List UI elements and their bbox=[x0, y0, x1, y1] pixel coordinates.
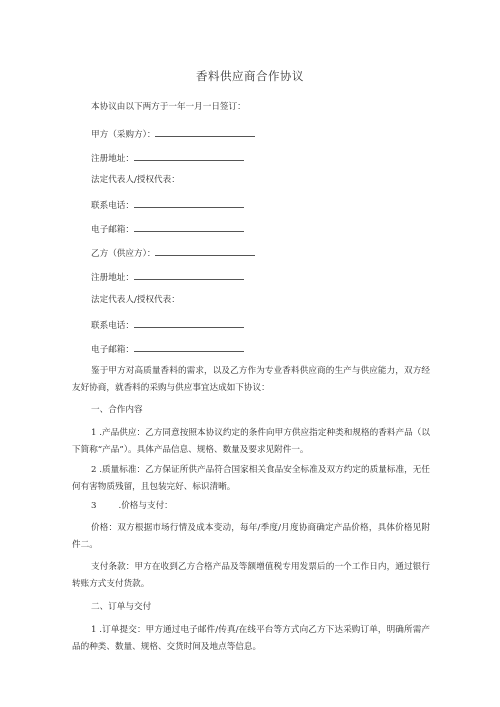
party-a-phone-blank[interactable] bbox=[134, 198, 244, 208]
party-a-row bbox=[91, 127, 255, 141]
party-b-email-blank[interactable] bbox=[134, 342, 244, 352]
party-b-rep-label: 法定代表人/授权代表： bbox=[91, 295, 180, 305]
party-b-phone-blank[interactable] bbox=[134, 318, 244, 328]
clause-3-title: .价格与支付： bbox=[118, 501, 173, 511]
party-a-email-label: 电子邮箱： bbox=[91, 225, 134, 235]
party-a-phone-label: 联系电话： bbox=[91, 201, 134, 211]
payment-paragraph: 支付条款：甲方在收到乙方合格产品及等额增值税专用发票后的一个工作日内，通过银行转账方式支付货款。 bbox=[72, 562, 430, 589]
order-clause-paragraph: 1 .订单提交：甲方通过电子邮件/传真/在线平台等方式向乙方下达采购订单，明确所需产品的种类、数量、规格、交货时间及地点等信息。 bbox=[72, 625, 430, 652]
party-b-label: 乙方（供应方）： bbox=[91, 249, 156, 259]
price-paragraph: 价格：双方根据市场行情及成本变动，每年/季度/月度协商确定产品价格，具体价格见附件二。 bbox=[72, 523, 430, 550]
clause-1-paragraph: 1 .产品供应：乙方同意按照本协议约定的条件向甲方供应指定种类和规格的香料产品（以下简称“产品”）。具体产品信息、规格、数量及要求见附件一。 bbox=[72, 428, 430, 455]
clause-2-paragraph: 2 .质量标准：乙方保证所供产品符合国家相关食品安全标准及双方约定的质量标准，无任何有害物质残留，且包装完好、标识清晰。 bbox=[72, 465, 430, 492]
party-b-row bbox=[91, 246, 255, 260]
party-b-address-blank[interactable] bbox=[134, 270, 244, 280]
party-b-address-row bbox=[91, 270, 244, 284]
party-b-address-label: 注册地址： bbox=[91, 273, 134, 283]
party-b-email-label: 电子邮箱： bbox=[91, 345, 134, 355]
preamble-paragraph: 鉴于甲方对高质量香料的需求，以及乙方作为专业香料供应商的生产与供应能力，双方经友好协商，就香料的采购与供应事宜达成如下协议： bbox=[72, 366, 430, 393]
party-a-phone-row bbox=[91, 198, 244, 212]
party-b-blank[interactable] bbox=[155, 246, 255, 256]
party-a-address-label: 注册地址： bbox=[91, 154, 134, 164]
party-a-email-blank[interactable] bbox=[134, 222, 244, 232]
party-a-email-row bbox=[91, 222, 244, 236]
clause-3-heading bbox=[91, 500, 173, 512]
party-a-blank[interactable] bbox=[155, 127, 255, 137]
party-a-label: 甲方（采购方）： bbox=[91, 130, 156, 140]
party-a-address-blank[interactable] bbox=[134, 151, 244, 161]
clause-3-number: 3 bbox=[91, 501, 97, 511]
party-b-phone-label: 联系电话： bbox=[91, 321, 134, 331]
section1-title: 一、合作内容 bbox=[91, 405, 143, 415]
party-b-email-row bbox=[91, 342, 244, 356]
intro-line: 本协议由以下两方于一年一月一日签订： bbox=[91, 102, 246, 112]
party-b-phone-row bbox=[91, 318, 244, 332]
section2-title: 二、订单与交付 bbox=[91, 602, 152, 612]
party-a-rep-label: 法定代表人/授权代表： bbox=[91, 175, 180, 185]
document-title: 香料供应商合作协议 bbox=[196, 69, 304, 83]
party-a-address-row bbox=[91, 151, 244, 165]
